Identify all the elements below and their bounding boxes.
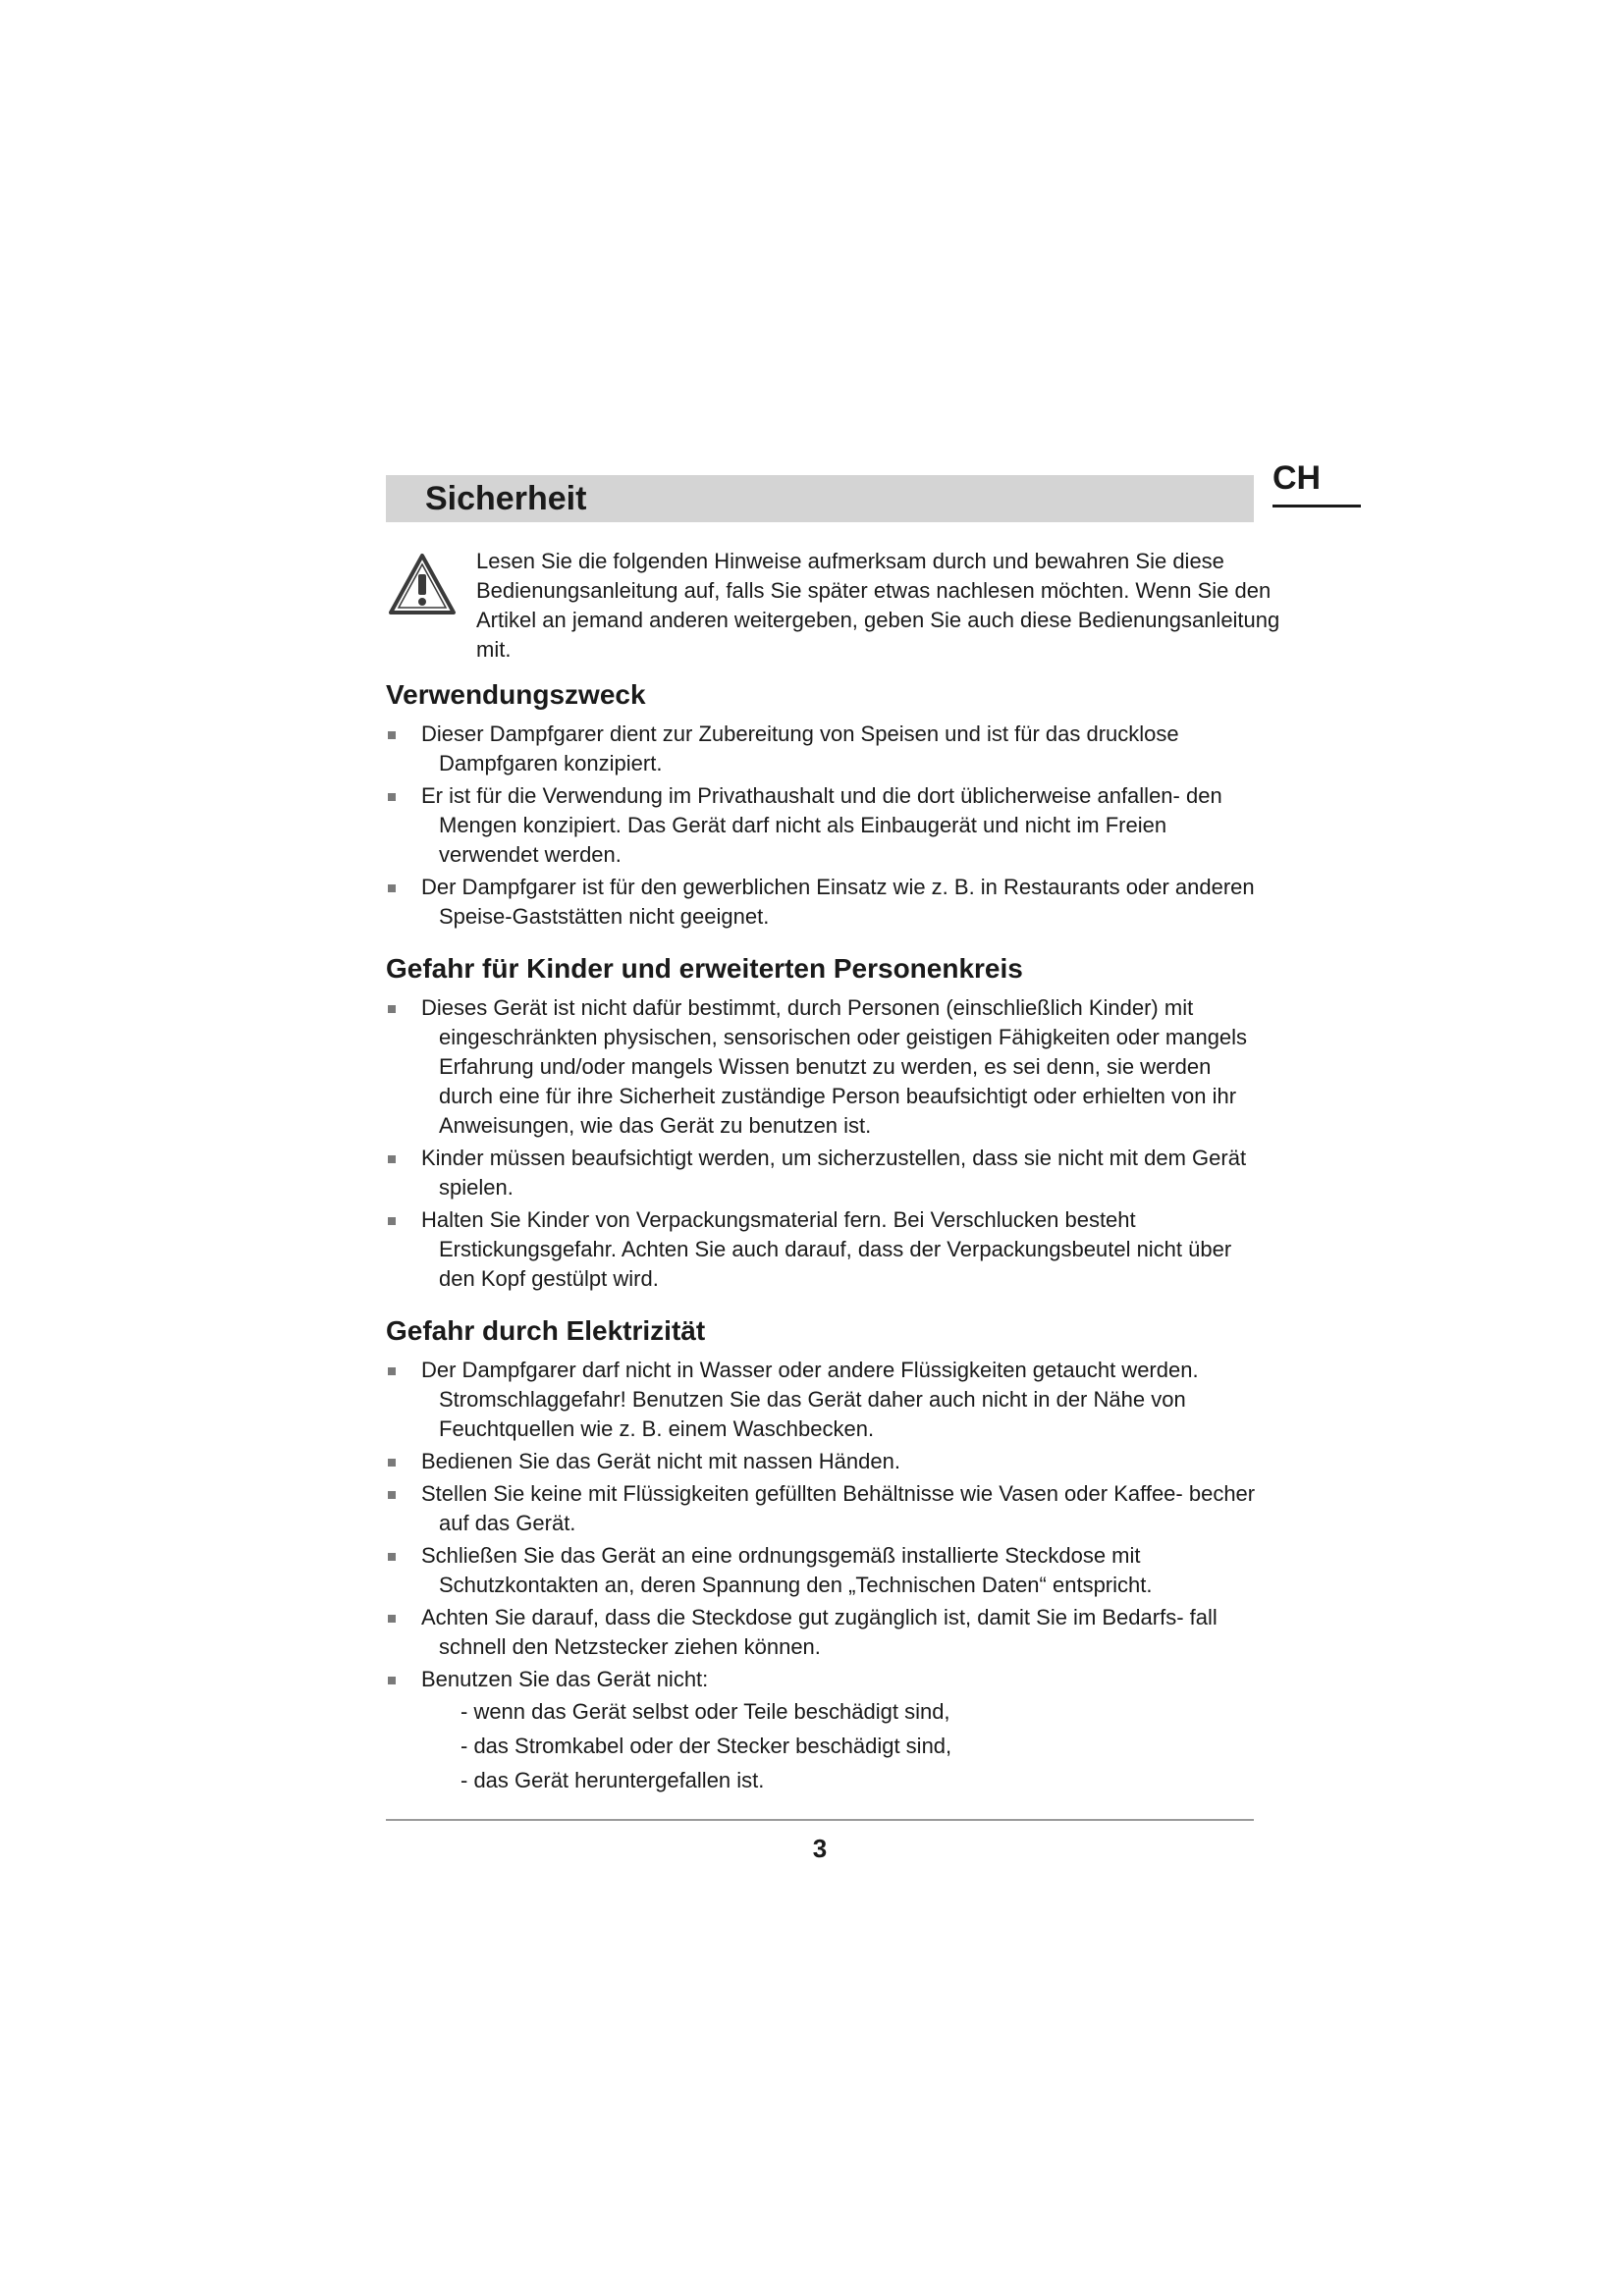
section-verwendungszweck [386, 677, 1270, 932]
sub-list-item: - wenn das Gerät selbst oder Teile beschädigt sind, [460, 1699, 950, 1724]
sub-list-item: - das Stromkabel oder der Stecker beschädigt sind, [460, 1734, 952, 1758]
section-heading: Gefahr für Kinder und erweiterten Personenkreis [386, 953, 1023, 984]
list-item [386, 993, 1270, 1141]
list-item-text: Schließen Sie das Gerät an eine ordnungsgemäß installierte Steckdose mit Schutzkontakten an, deren Spannung den „Technischen Daten“ entspricht. [421, 1543, 1153, 1597]
square-bullet-icon [388, 1459, 396, 1467]
list-item-text: Achten Sie darauf, dass die Steckdose gut zugänglich ist, damit Sie im Bedarfs- fall schnell den Netzstecker ziehen können. [421, 1605, 1218, 1659]
bullet-list [386, 720, 1270, 932]
list-item-text: Dieses Gerät ist nicht dafür bestimmt, durch Personen (einschließlich Kinder) mit eingeschränkten physischen, sensorischen oder geistigen Fähigkeiten oder mangels Erfahrung und/oder mangels Wissen benutzt zu werden, es sei denn, sie werden durch eine für ihre Sicherheit zuständige Person beaufsichtigt oder erhielten von ihr Anweisungen, wie das Gerät zu benutzen ist. [421, 995, 1248, 1138]
list-item [386, 720, 1270, 778]
list-item-text: Dieser Dampfgarer dient zur Zubereitung von Speisen und ist für das drucklose Dampfgaren konzipiert. [421, 721, 1179, 775]
footer-divider [386, 1819, 1254, 1821]
safety-intro-text: Lesen Sie die folgenden Hinweise aufmerksam durch und bewahren Sie diese Bedienungsanleitung auf, falls Sie später etwas nachlesen möchten. Wenn Sie den Artikel an jemand anderen weitergeben, geben Sie auch diese Bedienungsanleitung mit. [476, 549, 1280, 662]
list-item [386, 1479, 1270, 1538]
section-gefahr-elektrizitaet [386, 1313, 1270, 1795]
bullet-list [386, 1356, 1270, 1694]
section-heading: Gefahr durch Elektrizität [386, 1315, 706, 1346]
list-item [386, 1447, 1270, 1476]
warning-triangle-icon [388, 552, 457, 616]
list-item [386, 873, 1270, 932]
sub-list [386, 1697, 1270, 1795]
section-gefahr-kinder [386, 951, 1270, 1294]
square-bullet-icon [388, 1367, 396, 1375]
list-item [386, 1541, 1270, 1600]
list-item [386, 1356, 1270, 1444]
square-bullet-icon [388, 1553, 396, 1561]
list-item-text: Der Dampfgarer ist für den gewerblichen Einsatz wie z. B. in Restaurants oder anderen Speise-Gaststätten nicht geeignet. [421, 875, 1255, 929]
list-item [386, 1205, 1270, 1294]
sub-list-item: - das Gerät heruntergefallen ist. [460, 1768, 765, 1792]
language-tag: CH [1272, 459, 1322, 497]
bullet-list [386, 993, 1270, 1294]
list-item-text: Halten Sie Kinder von Verpackungsmaterial fern. Bei Verschlucken besteht Erstickungsgefahr. Achten Sie auch darauf, dass der Verpackungsbeutel nicht über den Kopf gestülpt wird. [421, 1207, 1232, 1291]
square-bullet-icon [388, 1005, 396, 1013]
list-item-text: Benutzen Sie das Gerät nicht: [421, 1667, 709, 1691]
square-bullet-icon [388, 793, 396, 801]
square-bullet-icon [388, 1217, 396, 1225]
section-heading: Verwendungszweck [386, 679, 646, 710]
list-item-text: Bedienen Sie das Gerät nicht mit nassen Händen. [421, 1449, 900, 1473]
section-title-bar [386, 475, 1254, 522]
list-item-text: Er ist für die Verwendung im Privathaushalt und die dort üblicherweise anfallen- den Mengen konzipiert. Das Gerät darf nicht als Einbaugerät und nicht im Freien verwendet werden. [421, 783, 1222, 867]
page-title: Sicherheit [425, 480, 587, 517]
list-item-text: Stellen Sie keine mit Flüssigkeiten gefüllten Behältnisse wie Vasen oder Kaffee- becher auf das Gerät. [421, 1481, 1256, 1535]
square-bullet-icon [388, 884, 396, 892]
list-item [386, 781, 1270, 870]
square-bullet-icon [388, 1491, 396, 1499]
page-number: 3 [812, 1834, 828, 1863]
list-item-text: Kinder müssen beaufsichtigt werden, um sicherzustellen, dass sie nicht mit dem Gerät spielen. [421, 1146, 1247, 1200]
square-bullet-icon [388, 1615, 396, 1623]
square-bullet-icon [388, 1155, 396, 1163]
list-item [386, 1144, 1270, 1202]
list-item [386, 1665, 1270, 1694]
square-bullet-icon [388, 1677, 396, 1684]
list-item [386, 1603, 1270, 1662]
safety-content [386, 677, 1270, 1815]
language-tag-underline [1272, 505, 1361, 507]
list-item-text: Der Dampfgarer darf nicht in Wasser oder andere Flüssigkeiten getaucht werden. Stromschlaggefahr! Benutzen Sie das Gerät daher auch nicht in der Nähe von Feuchtquellen wie z. B. einem Waschbecken. [421, 1358, 1199, 1441]
square-bullet-icon [388, 731, 396, 739]
